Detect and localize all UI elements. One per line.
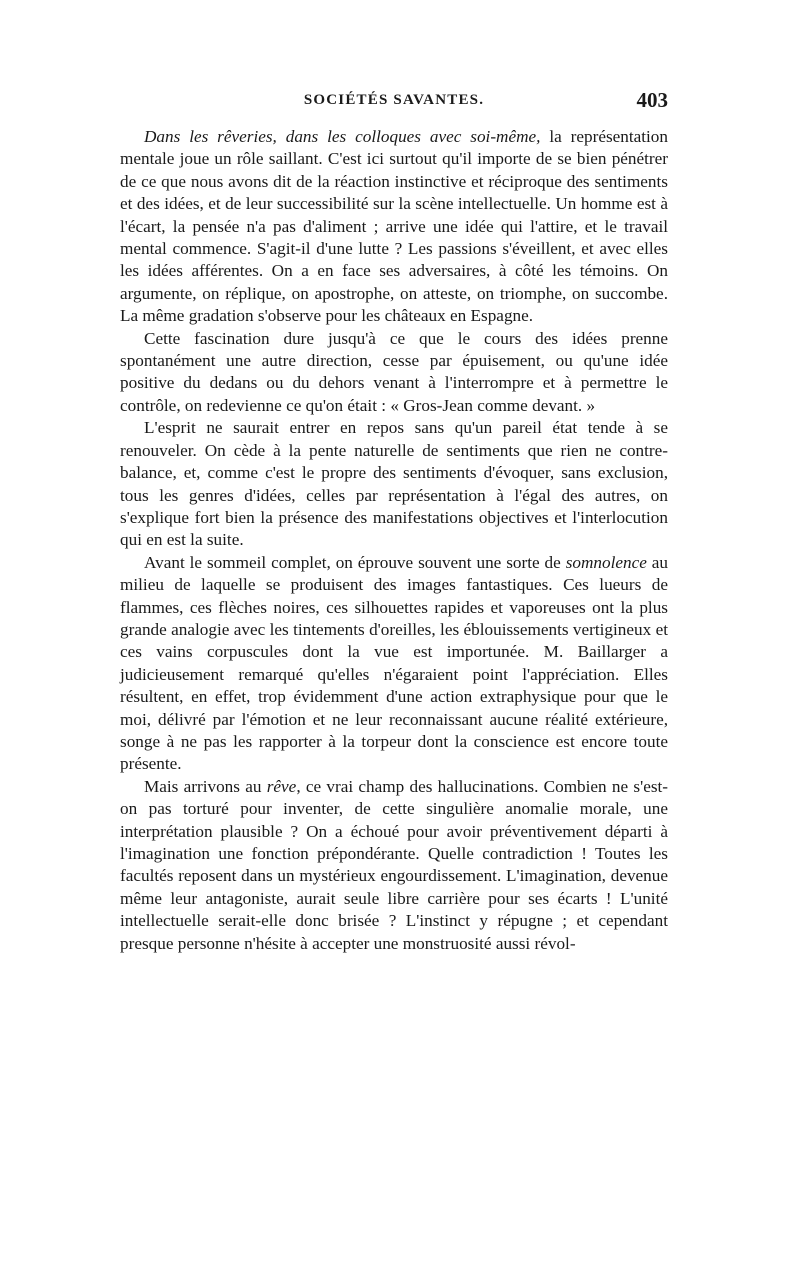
- paragraph-text-pre: Avant le sommeil complet, on éprouve souvent une sorte de: [144, 552, 566, 572]
- paragraph-text-post: au milieu de laquelle se produisent des images fantastiques. Ces lueurs de flammes, ces flèches noires, ces silhouettes rapides et vaporeuses ont la plus grande analogie avec les tintements d'oreilles, les éblouissements vertigineux et ces vains corpuscules dont la vue est importunée. M. Baillarger a judicieusement remarqué qu'elles n'égaraient point l'appréciation. Elles résultent, en effet, trop évidemment d'une action extraphysique pour que le moi, délivré par l'émotion et ne leur reconnaissant aucune réalité extérieure, songe à ne pas les rapporter à la torpeur dont la conscience est encore toute présente.: [120, 552, 668, 774]
- paragraph-text: Cette fascination dure jusqu'à ce que le cours des idées prenne spontanément une autre direction, cesse par épuisement, ou qu'une idée positive du dedans ou du dehors venant à l'interrompre et à permettre le contrôle, on redevienne ce qu'on était : « Gros-Jean comme devant. »: [120, 328, 668, 415]
- running-title: SOCIÉTÉS SAVANTES.: [303, 92, 485, 108]
- book-page: [120, 88, 668, 955]
- paragraph-reveries: [120, 126, 668, 328]
- running-header: [120, 88, 668, 118]
- paragraph-text: la représentation mentale joue un rôle saillant. C'est ici surtout qu'il importe de se bien pénétrer de ce que nous avons dit de la réaction instinctive et réciproque des sentiments et des idées, et de leur successibilité sur la scène intellectuelle. Un homme est à l'écart, la pensée n'a pas d'aliment ; arrive une idée qui l'attire, et le travail mental commence. S'agit-il d'une lutte ? Les passions s'éveillent, et avec elles les idées afférentes. On a en face ses adversaires, à côté les témoins. On argumente, on réplique, on apostrophe, on atteste, on triomphe, on succombe. La même gradation s'observe pour les châteaux en Espagne.: [120, 127, 668, 326]
- paragraph-esprit: [120, 417, 668, 551]
- paragraph-sommeil: [120, 552, 668, 776]
- italic-term: somnolence: [565, 552, 647, 572]
- italic-lead: Dans les rêveries, dans les colloques avec soi-même,: [144, 127, 541, 146]
- paragraph-text-pre: Mais arrivons au: [144, 776, 267, 796]
- paragraph-text-post: , ce vrai champ des hallucinations. Combien ne s'est-on pas torturé pour inventer, de cette singulière anomalie morale, une interprétation plausible ? On a échoué pour avoir préventivement départi à l'imagination une fonction prépondérante. Quelle contradiction ! Toutes les facultés reposent dans un mystérieux engourdissement. L'imagination, devenue même leur antagoniste, aurait seule libre carrière pour ses écarts ! L'unité intellectuelle serait-elle donc brisée ? L'instinct y répugne ; et cependant presque personne n'hésite à accepter une monstruosité aussi révol-: [120, 776, 669, 953]
- paragraph-text: L'esprit ne saurait entrer en repos sans qu'un pareil état tende à se renouveler. On cède à la pente naturelle de sentiments que rien ne contre-balance, et, comme c'est le propre des sentiments d'évoquer, sans exclusion, tous les genres d'idées, celles par représentation à l'égal des autres, on s'explique fort bien la présence des manifestations objectives et l'interlocution qui en est la suite.: [120, 418, 668, 550]
- page-number: 403: [636, 88, 668, 112]
- paragraph-reve: [120, 776, 668, 955]
- paragraph-fascination: [120, 328, 668, 418]
- italic-term: rêve: [266, 776, 297, 796]
